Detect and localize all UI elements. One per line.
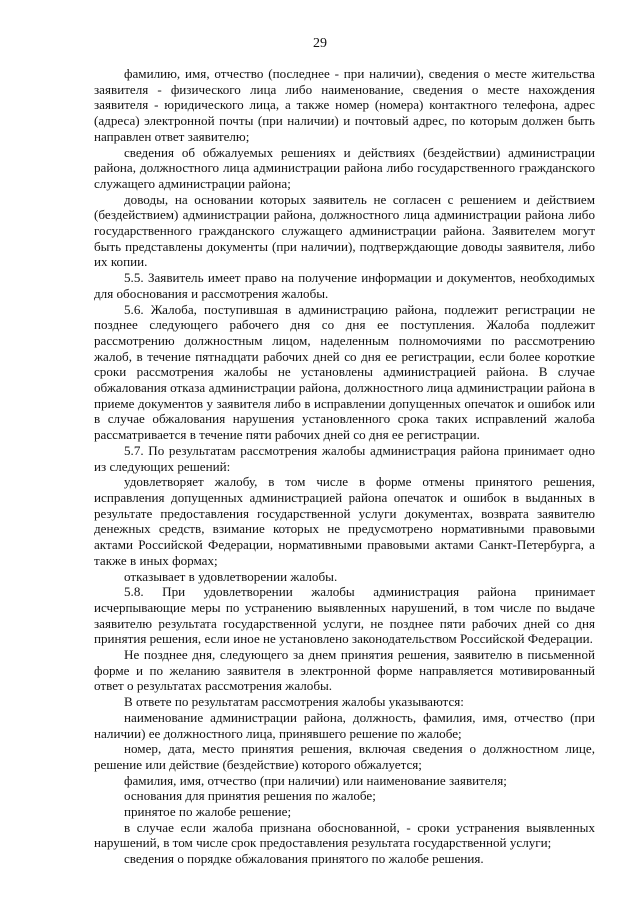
paragraph-decision-taken: принятое по жалобе решение; bbox=[124, 804, 292, 820]
paragraph-grounds: основания для принятия решения по жалобе; bbox=[124, 788, 376, 804]
paragraph-response-contents: В ответе по результатам рассмотрения жалобы указываются: bbox=[124, 694, 464, 710]
document-body bbox=[94, 66, 595, 867]
paragraph-reasoned-response: Не позднее дня, следующего за днем принятия решения, заявителю в письменной форме и по желанию заявителя в электронной форме направляется мотивированный ответ о результатах рассмотрения жалобы. bbox=[94, 647, 595, 694]
paragraph-applicant-contacts: фамилию, имя, отчество (последнее - при наличии), сведения о месте жительства заявителя - физического лица либо наименование, сведения о месте нахождения заявителя - юридического лица, а также номер (номера) контактного телефона, адрес (адреса) электронной почты (при наличии) и почтовый адрес, по которым должен быть направлен ответ заявителю; bbox=[94, 66, 595, 144]
paragraph-decision-number-date: номер, дата, место принятия решения, включая сведения о должностном лице, решение или действие (бездействие) которого обжалуется; bbox=[94, 741, 595, 772]
paragraph-refuses-complaint: отказывает в удовлетворении жалобы. bbox=[124, 568, 338, 584]
paragraph-appeal-procedure: сведения о порядке обжалования принятого по жалобе решения. bbox=[124, 851, 484, 867]
paragraph-arguments: доводы, на основании которых заявитель не согласен с решением и действием (бездействием) администрации района, должностного лица администрации района либо государственного гражданского служащего администрации района. Заявителем могут быть представлены документы (при наличии), подтверждающие доводы заявителя, либо их копии. bbox=[94, 191, 595, 270]
paragraph-applicant-name: фамилия, имя, отчество (при наличии) или наименование заявителя; bbox=[124, 772, 507, 788]
paragraph-5-7: 5.7. По результатам рассмотрения жалобы администрация района принимает одно из следующих решений: bbox=[94, 442, 595, 474]
paragraph-satisfies-complaint: удовлетворяет жалобу, в том числе в форме отмены принятого решения, исправления допущенных администрацией района опечаток и ошибок в выданных в результате предоставления государственной услуги документах, возврата заявителю денежных средств, взимание которых не предусмотрено нормативными правовыми актами Российской Федерации, нормативными правовыми актами Санкт-Петербурга, а также в иных формах; bbox=[94, 474, 595, 568]
paragraph-appealed-decisions: сведения об обжалуемых решениях и действиях (бездействии) администрации района, должностного лица администрации района либо государственного гражданского служащего администрации района; bbox=[94, 144, 595, 191]
paragraph-remedy-deadlines: в случае если жалоба признана обоснованной, - сроки устранения выявленных нарушений, в том числе срок предоставления результата государственной услуги; bbox=[94, 819, 595, 851]
page-number: 29 bbox=[313, 36, 327, 51]
paragraph-5-8: 5.8. При удовлетворении жалобы администрация района принимает исчерпывающие меры по устранению выявленных нарушений, в том числе по выдаче заявителю результата государственной услуги, не позднее пяти рабочих дней со дня принятия решения, если иное не установлено законодательством Российской Федерации. bbox=[94, 584, 595, 647]
paragraph-official-name: наименование администрации района, должность, фамилия, имя, отчество (при наличии) ее должностного лица, принявшего решение по жалобе; bbox=[94, 709, 595, 741]
paragraph-5-6: 5.6. Жалоба, поступившая в администрацию района, подлежит регистрации не позднее следующего рабочего дня со дня ее поступления. Жалоба подлежит рассмотрению должностным лицом, наделенным полномочиями по рассмотрению жалоб, в течение пятнадцати рабочих дней со дня ее регистрации, если более короткие сроки рассмотрения жалобы не установлены администрацией района. В случае обжалования отказа администрации района, должностного лица администрации района в приеме документов у заявителя либо в исправлении допущенных опечаток и ошибок или в случае обжалования нарушения установленного срока таких исправлений жалоба рассматривается в течение пяти рабочих дней со дня ее регистрации. bbox=[94, 301, 595, 443]
paragraph-5-5: 5.5. Заявитель имеет право на получение информации и документов, необходимых для обоснования и рассмотрения жалобы. bbox=[94, 270, 595, 301]
